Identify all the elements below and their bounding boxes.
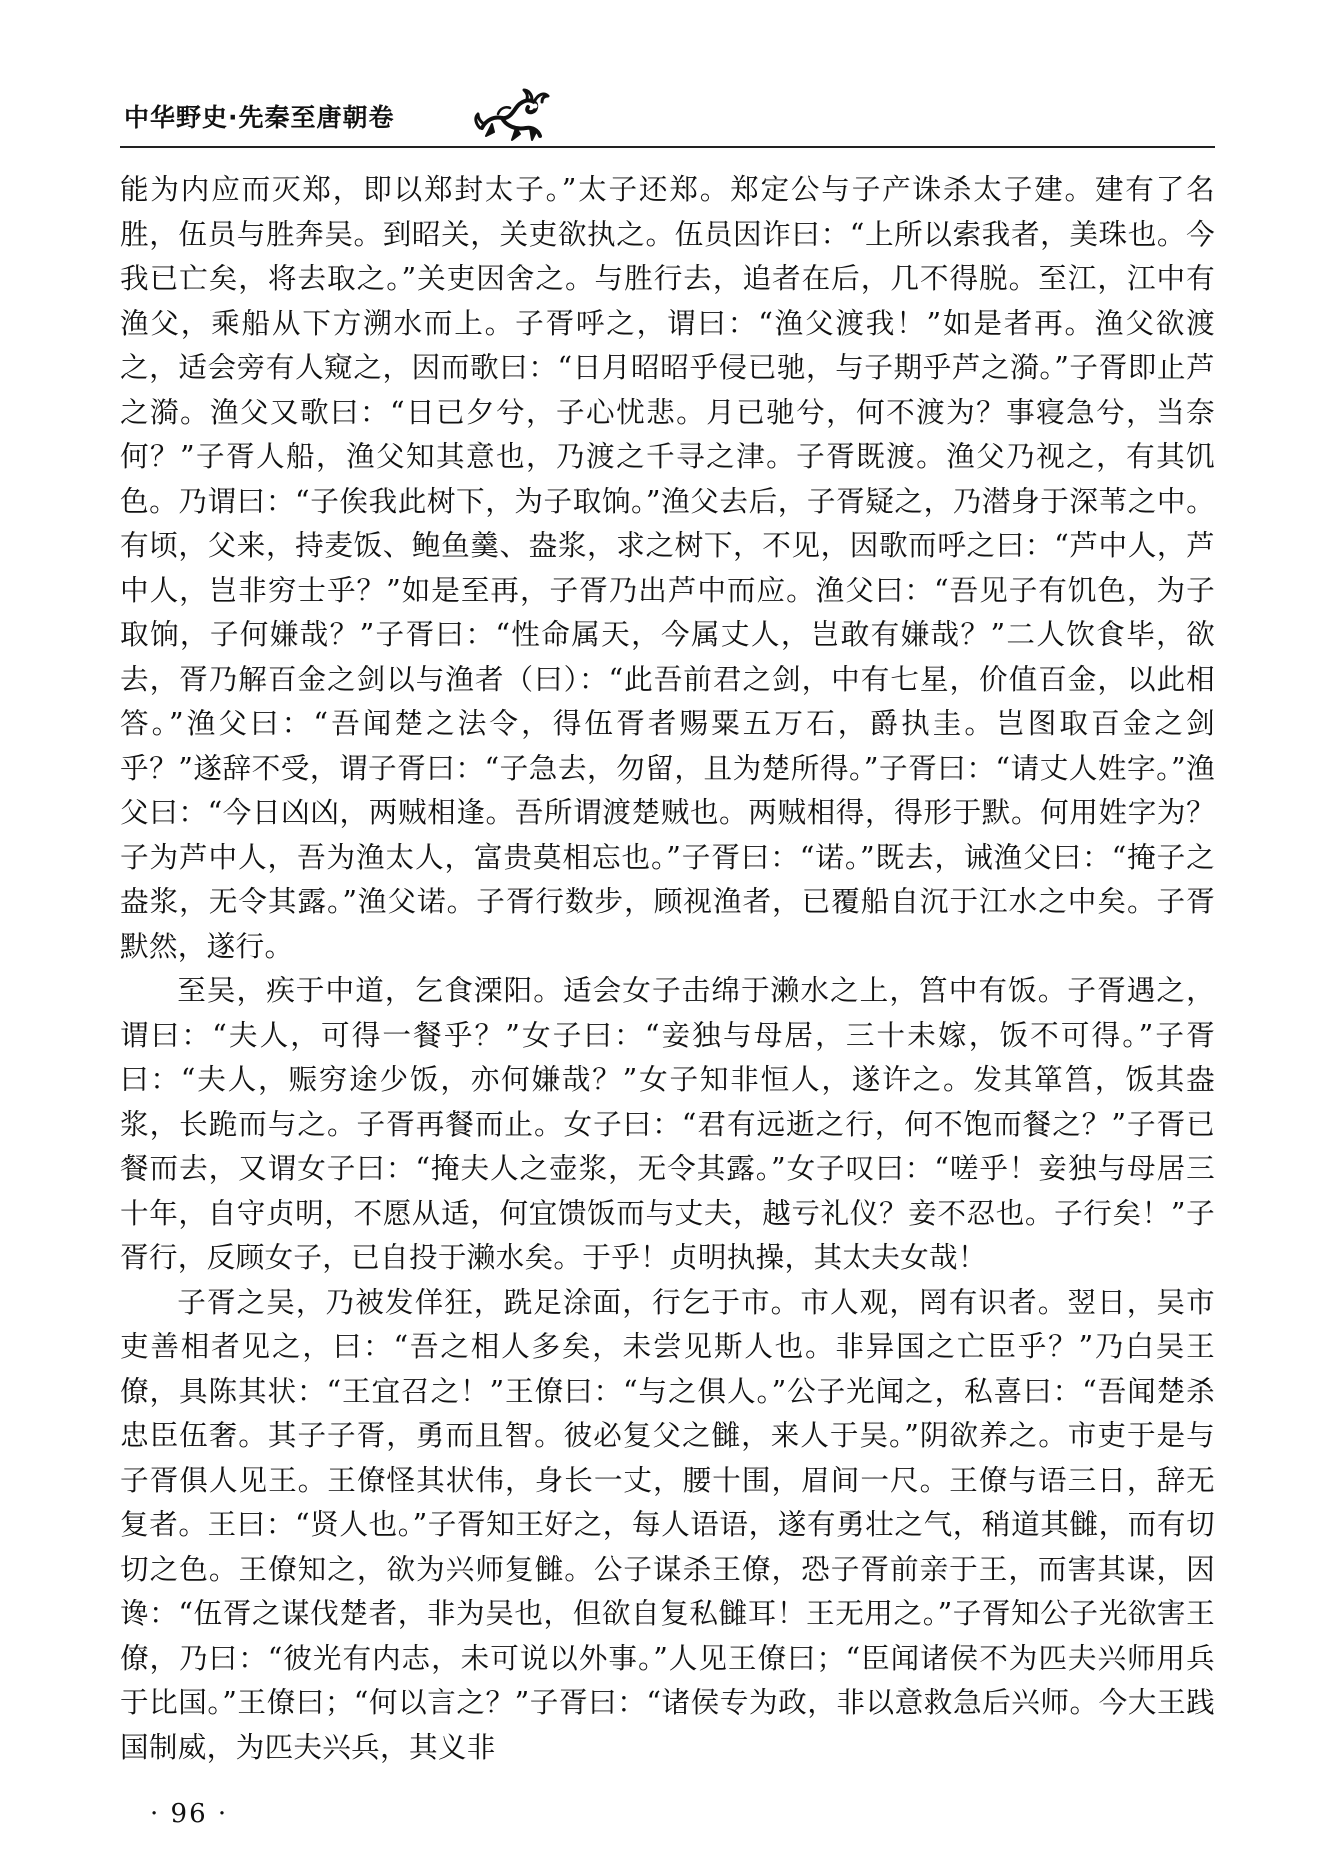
dragon-emblem-icon — [472, 84, 552, 146]
body-text — [120, 167, 1215, 1769]
paragraph-1: 能为内应而灭郑，即以郑封太子。”太子还郑。郑定公与子产诛杀太子建。建有了名胜，伍员与胜奔吴。到昭关，关吏欲执之。伍员因诈曰：“上所以索我者，美珠也。今我已亡矣，将去取之。”关吏因舍之。与胜行去，追者在后，几不得脱。至江，江中有渔父，乘船从下方溯水而上。子胥呼之，谓曰：“渔父渡我！”如是者再。渔父欲渡之，适会旁有人窥之，因而歌曰：“日月昭昭乎侵已驰，与子期乎芦之漪。”子胥即止芦之漪。渔父又歌曰：“日已夕兮，子心忧悲。月已驰兮，何不渡为？事寝急兮，当奈何？”子胥人船，渔父知其意也，乃渡之千寻之津。子胥既渡。渔父乃视之，有其饥色。乃谓曰：“子俟我此树下，为子取饷。”渔父去后，子胥疑之，乃潜身于深苇之中。有顷，父来，持麦饭、鲍鱼羹、盎浆，求之树下，不见，因歌而呼之曰：“芦中人，芦中人，岂非穷士乎？”如是至再，子胥乃出芦中而应。渔父曰：“吾见子有饥色，为子取饷，子何嫌哉？”子胥曰：“性命属天，今属丈人，岂敢有嫌哉？”二人饮食毕，欲去，胥乃解百金之剑以与渔者（曰）：“此吾前君之剑，中有七星，价值百金，以此相答。”渔父曰：“吾闻楚之法令，得伍胥者赐粟五万石，爵执圭。岂图取百金之剑乎？”遂辞不受，谓子胥曰：“子急去，勿留，且为楚所得。”子胥曰：“请丈人姓字。”渔父曰：“今日凶凶，两贼相逢。吾所谓渡楚贼也。两贼相得，得形于默。何用姓字为？子为芦中人，吾为渔太人，富贵莫相忘也。”子胥曰：“诺。”既去，诫渔父曰：“掩子之盎浆，无令其露。”渔父诺。子胥行数步，顾视渔者，已覆船自沉于江水之中矣。子胥默然，遂行。 — [120, 172, 1215, 963]
page-number: · 96 · — [150, 1799, 229, 1829]
running-header — [120, 80, 1215, 150]
book-title: 中华野史·先秦至唐朝卷 — [124, 103, 395, 132]
header-rule — [120, 146, 1215, 148]
paragraph-2: 至吴，疾于中道，乞食溧阳。适会女子击绵于濑水之上，筥中有饭。子胥遇之，谓曰：“夫人，可得一餐乎？”女子曰：“妾独与母居，三十未嫁，饭不可得。”子胥曰：“夫人，赈穷途少饭，亦何嫌哉？”女子知非恒人，遂许之。发其箪筥，饭其盎浆，长跪而与之。子胥再餐而止。女子曰：“君有远逝之行，何不饱而餐之？”子胥已餐而去，又谓女子曰：“掩夫人之壶浆，无令其露。”女子叹曰：“嗟乎！妾独与母居三十年，自守贞明，不愿从适，何宜馈饭而与丈夫，越亏礼仪？妾不忍也。子行矣！”子胥行，反顾女子，已自投于濑水矣。于乎！贞明执操，其太夫女哉！ — [120, 973, 1215, 1274]
paragraph-3: 子胥之吴，乃被发佯狂，跣足涂面，行乞于市。市人观，罔有识者。翌日，吴市吏善相者见之，曰：“吾之相人多矣，未尝见斯人也。非异国之亡臣乎？”乃白吴王僚，具陈其状：“王宜召之！”王僚曰：“与之俱人。”公子光闻之，私喜曰：“吾闻楚杀忠臣伍奢。其子子胥，勇而且智。彼必复父之雠，来人于吴。”阴欲养之。市吏于是与子胥俱人见王。王僚怪其状伟，身长一丈，腰十围，眉间一尺。王僚与语三日，辞无复者。王曰：“贤人也。”子胥知王好之，每人语语，遂有勇壮之气，稍道其雠，而有切切之色。王僚知之，欲为兴师复雠。公子谋杀王僚，恐子胥前亲于王，而害其谋，因谗：“伍胥之谋伐楚者，非为吴也，但欲自复私雠耳！王无用之。”子胥知公子光欲害王僚，乃曰：“彼光有内志，未可说以外事。”人见王僚曰；“臣闻诸侯不为匹夫兴师用兵于比国。”王僚曰；“何以言之？”子胥曰：“诸侯专为政，非以意救急后兴师。今大王践国制威，为匹夫兴兵，其义非 — [120, 1284, 1215, 1764]
